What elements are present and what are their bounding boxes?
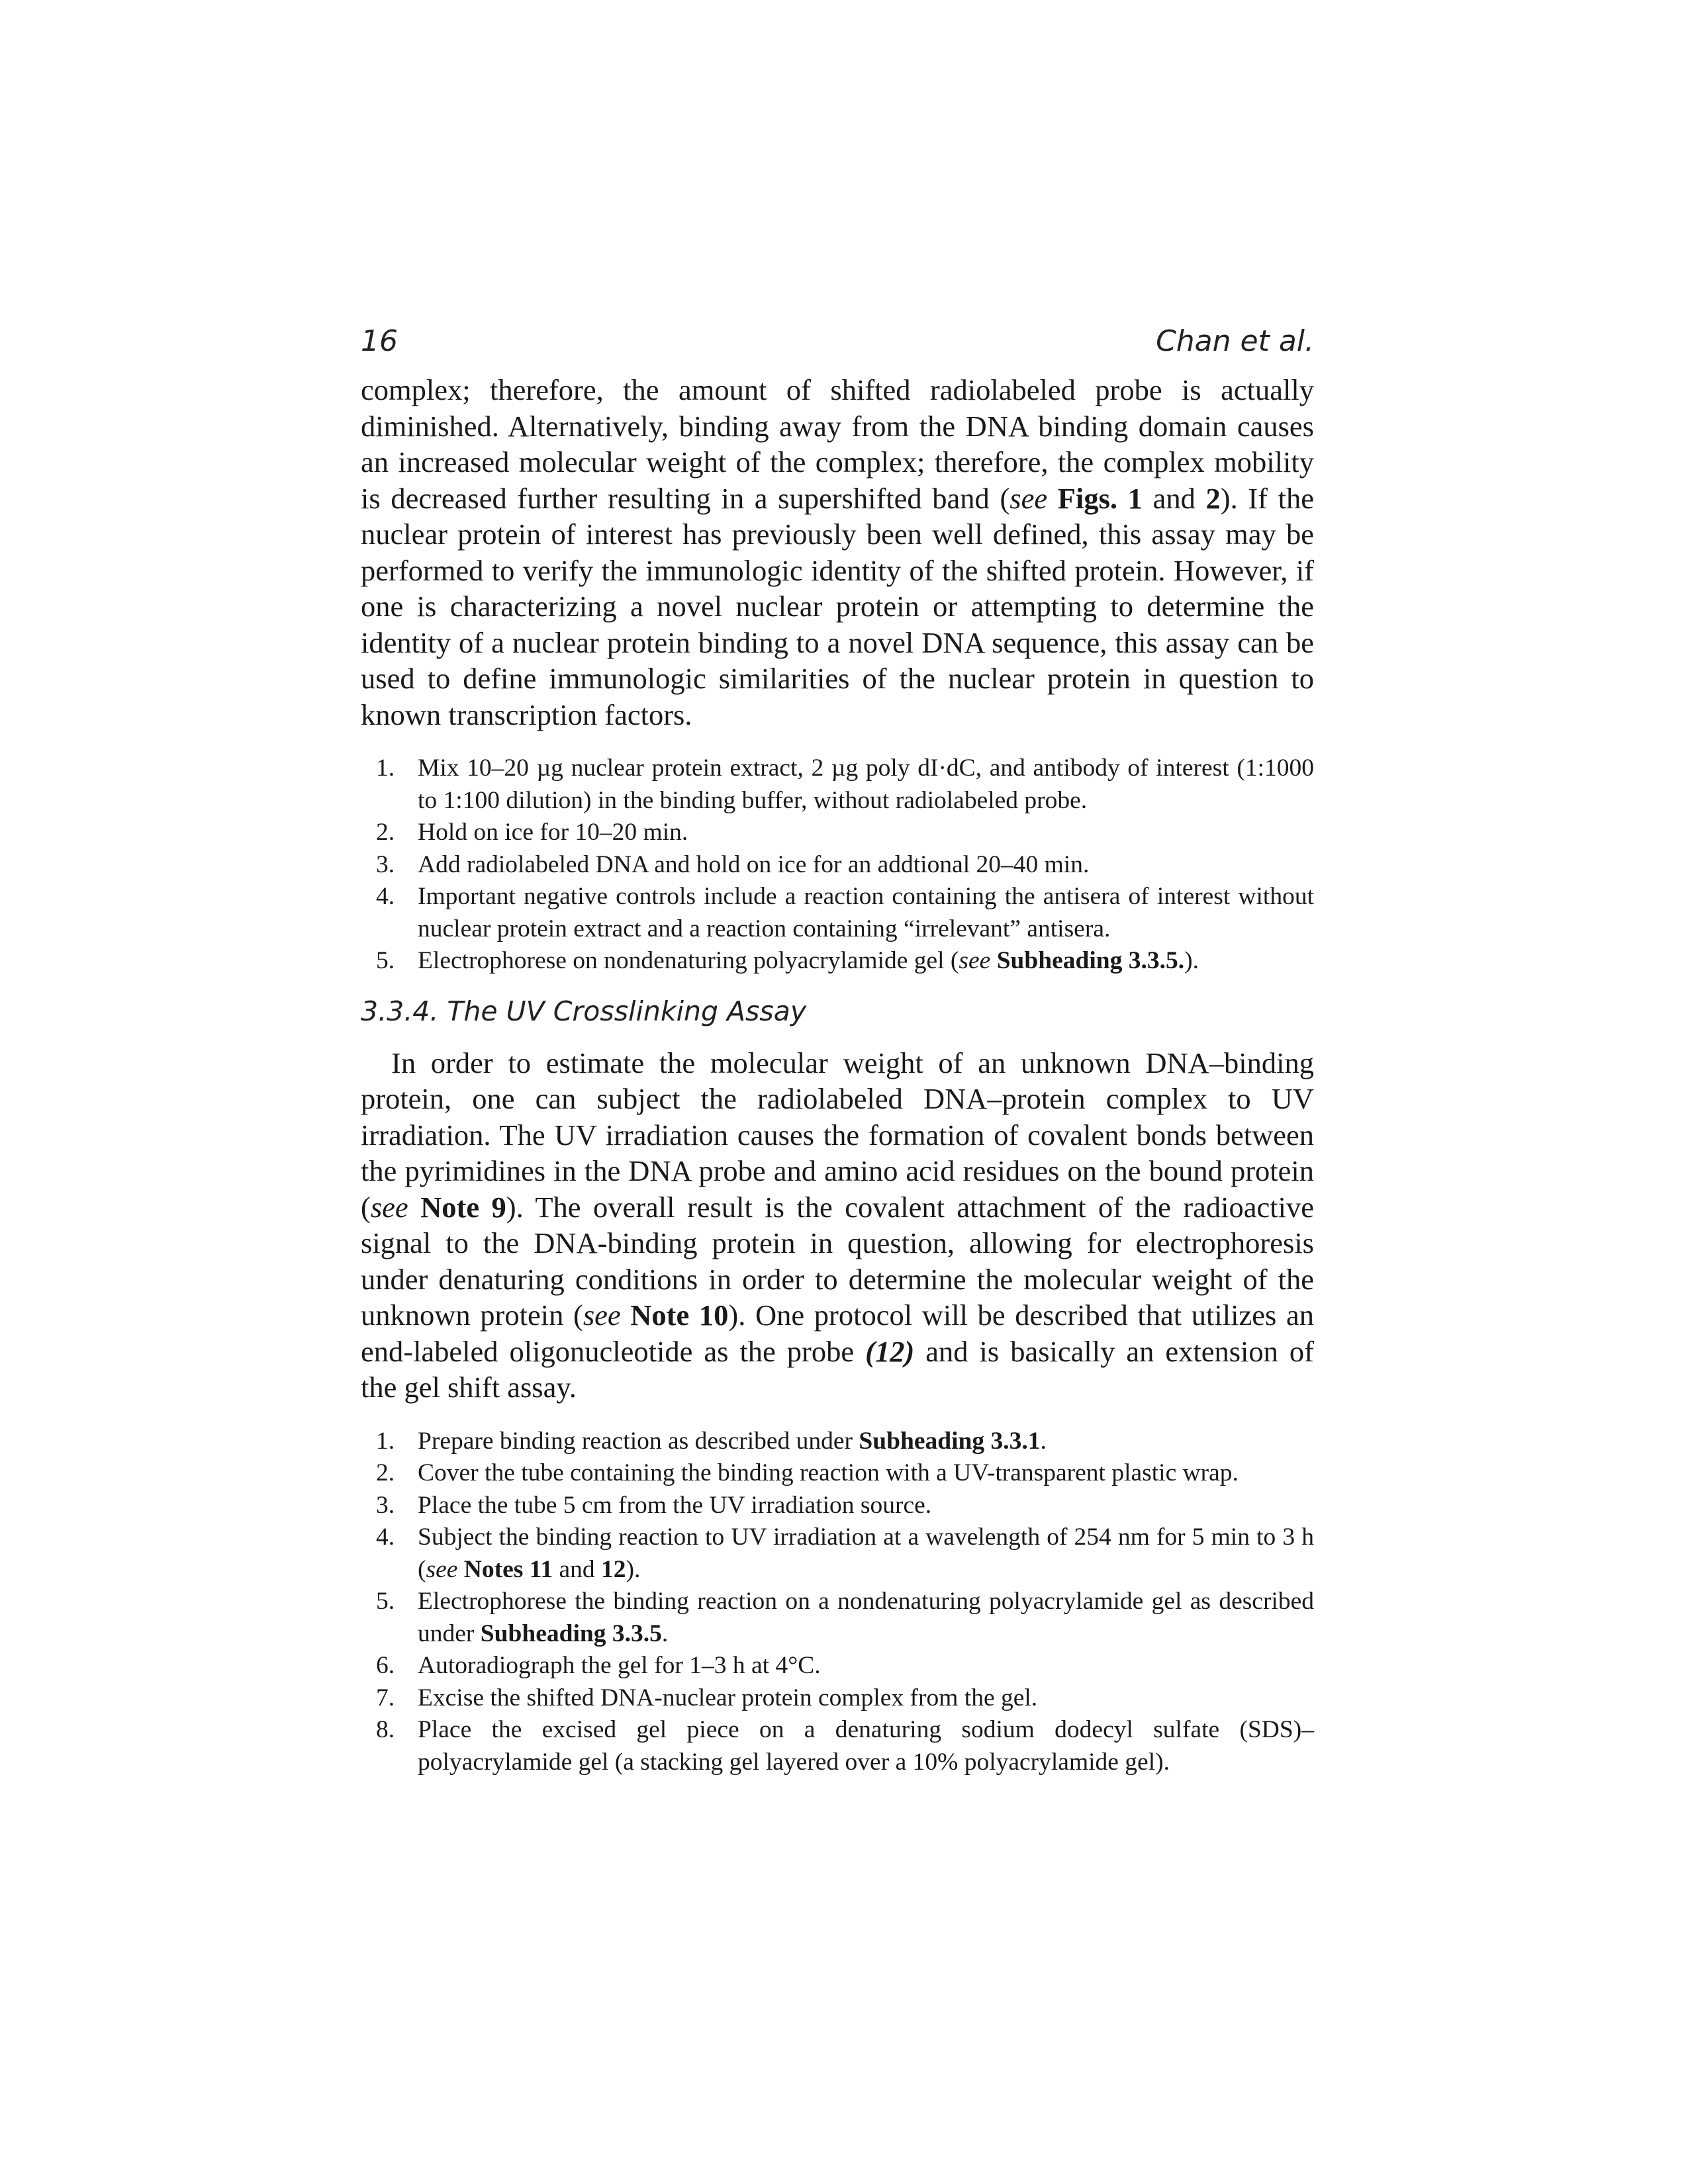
list-item <box>361 1490 1314 1522</box>
list-item <box>361 1522 1314 1586</box>
citation-reference: (12) <box>865 1334 915 1368</box>
section-paragraph <box>361 1045 1314 1406</box>
item-text: Autoradiograph the gel for 1–3 h at 4°C. <box>418 1652 821 1679</box>
text-run: and is basically an extension of the gel shift assay. <box>361 1334 1314 1404</box>
running-head <box>361 323 1314 360</box>
list-item <box>361 881 1314 945</box>
text-run: ). <box>626 1555 641 1583</box>
text-run: see <box>959 947 991 974</box>
item-text: Electrophorese the binding reaction on a nondenaturing polyacrylamide gel as described under <box>418 1588 1314 1647</box>
item-number: 8. <box>376 1716 395 1743</box>
item-text: Hold on ice for 10–20 min. <box>418 819 688 846</box>
text-run: ). One protocol will be described that utilizes an end-labeled oligonucleotide as the probe <box>361 1298 1314 1368</box>
note-reference: 12 <box>601 1555 626 1583</box>
item-text: Mix 10–20 µg nuclear protein extract, 2 µg poly dI·dC, and antibody of interest (1:1000 to 1:100 dilution) in the binding buffer, without radiolabeled probe. <box>418 754 1314 814</box>
figure-reference: Figs. 1 <box>1057 481 1143 515</box>
item-number: 5. <box>376 1588 395 1615</box>
text-run: ). The overall result is the covalent attachment of the radioactive signal to the DNA-binding protein in question, allowing for electrophoresis under denaturing conditions in order to determine the molecular weight of the unknown protein ( <box>361 1190 1314 1332</box>
item-number: 2. <box>376 1459 395 1486</box>
text-run: In order to estimate the molecular weight of an unknown DNA–binding protein, one can subject the radiolabeled DNA–protein complex to UV irradiation. The UV irradiation causes the formation of covalent bonds between the pyrimidines in the DNA probe and amino acid residues on the bound protein ( <box>361 1046 1314 1224</box>
figure-reference: 2 <box>1205 481 1221 515</box>
text-run: see <box>1009 481 1048 515</box>
page-number: 16 <box>361 324 398 358</box>
text-run: ). <box>1184 947 1199 974</box>
item-number: 2. <box>376 819 395 846</box>
list-item <box>361 849 1314 882</box>
list-item <box>361 945 1314 978</box>
item-text: Electrophorese on nondenaturing polyacrylamide gel ( <box>418 947 959 974</box>
list-item <box>361 752 1314 817</box>
item-number: 6. <box>376 1652 395 1679</box>
item-text: Place the excised gel piece on a denaturing sodium dodecyl sulfate (SDS)–polyacrylamide gel (a stacking gel layered over a 10% polyacrylamide gel). <box>418 1716 1314 1776</box>
item-text: Prepare binding reaction as described under <box>418 1427 859 1455</box>
list-item <box>361 1586 1314 1650</box>
text-run: see <box>370 1190 408 1224</box>
subheading-reference: Subheading 3.3.5 <box>480 1619 662 1647</box>
text-run: . <box>661 1619 669 1647</box>
item-text: Place the tube 5 cm from the UV irradiation source. <box>418 1491 932 1519</box>
item-number: 1. <box>376 1427 395 1455</box>
intro-paragraph <box>361 372 1314 733</box>
text-run: and <box>553 1555 602 1583</box>
antibody-protocol-list <box>361 752 1314 978</box>
note-reference: Note 9 <box>420 1190 506 1224</box>
item-text: Add radiolabeled DNA and hold on ice for an addtional 20–40 min. <box>418 850 1090 878</box>
note-reference: Note 10 <box>630 1298 729 1332</box>
text-run: and <box>1142 481 1206 515</box>
item-text: Excise the shifted DNA-nuclear protein complex from the gel. <box>418 1684 1038 1711</box>
note-reference: Notes 11 <box>463 1555 553 1583</box>
item-number: 7. <box>376 1684 395 1711</box>
subheading-reference: Subheading 3.3.1 <box>859 1427 1041 1455</box>
item-text: Subject the binding reaction to UV irradiation at a wavelength of 254 nm for 5 min to 3 h ( <box>418 1524 1314 1583</box>
item-number: 4. <box>376 1524 395 1551</box>
text-run: see <box>583 1298 621 1332</box>
text-run: see <box>426 1555 458 1583</box>
uv-crosslinking-protocol-list <box>361 1426 1314 1779</box>
text-run: complex; therefore, the amount of shifted radiolabeled probe is actually diminished. Alternatively, binding away from the DNA binding domain causes an increased molecular weight of the complex; therefore, the complex mobility is decreased further resulting in a supershifted band ( <box>361 373 1314 515</box>
list-item <box>361 1426 1314 1458</box>
item-number: 5. <box>376 947 395 974</box>
list-item <box>361 1457 1314 1490</box>
subheading-reference: Subheading 3.3.5. <box>996 947 1185 974</box>
list-item <box>361 1682 1314 1715</box>
list-item <box>361 1650 1314 1682</box>
running-title: Chan et al. <box>1156 324 1314 358</box>
item-number: 1. <box>376 754 395 782</box>
text-run: . <box>1040 1427 1047 1455</box>
item-number: 4. <box>376 883 395 910</box>
item-number: 3. <box>376 1491 395 1519</box>
list-item <box>361 817 1314 849</box>
section-heading: 3.3.4. The UV Crosslinking Assay <box>361 995 807 1027</box>
text-run: ). If the nuclear protein of interest has previously been well defined, this assay may be performed to verify the immunologic identity of the shifted protein. However, if one is characterizing a novel nuclear protein or attempting to determine the identity of a nuclear protein binding to a novel DNA sequence, this assay can be used to define immunologic similarities of the nuclear protein in question to known transcription factors. <box>361 481 1315 731</box>
item-number: 3. <box>376 850 395 878</box>
item-text: Cover the tube containing the binding reaction with a UV-transparent plastic wrap. <box>418 1459 1239 1486</box>
page <box>361 323 1314 1778</box>
item-text: Important negative controls include a reaction containing the antisera of interest without nuclear protein extract and a reaction containing “irrelevant” antisera. <box>418 883 1314 942</box>
list-item <box>361 1714 1314 1778</box>
